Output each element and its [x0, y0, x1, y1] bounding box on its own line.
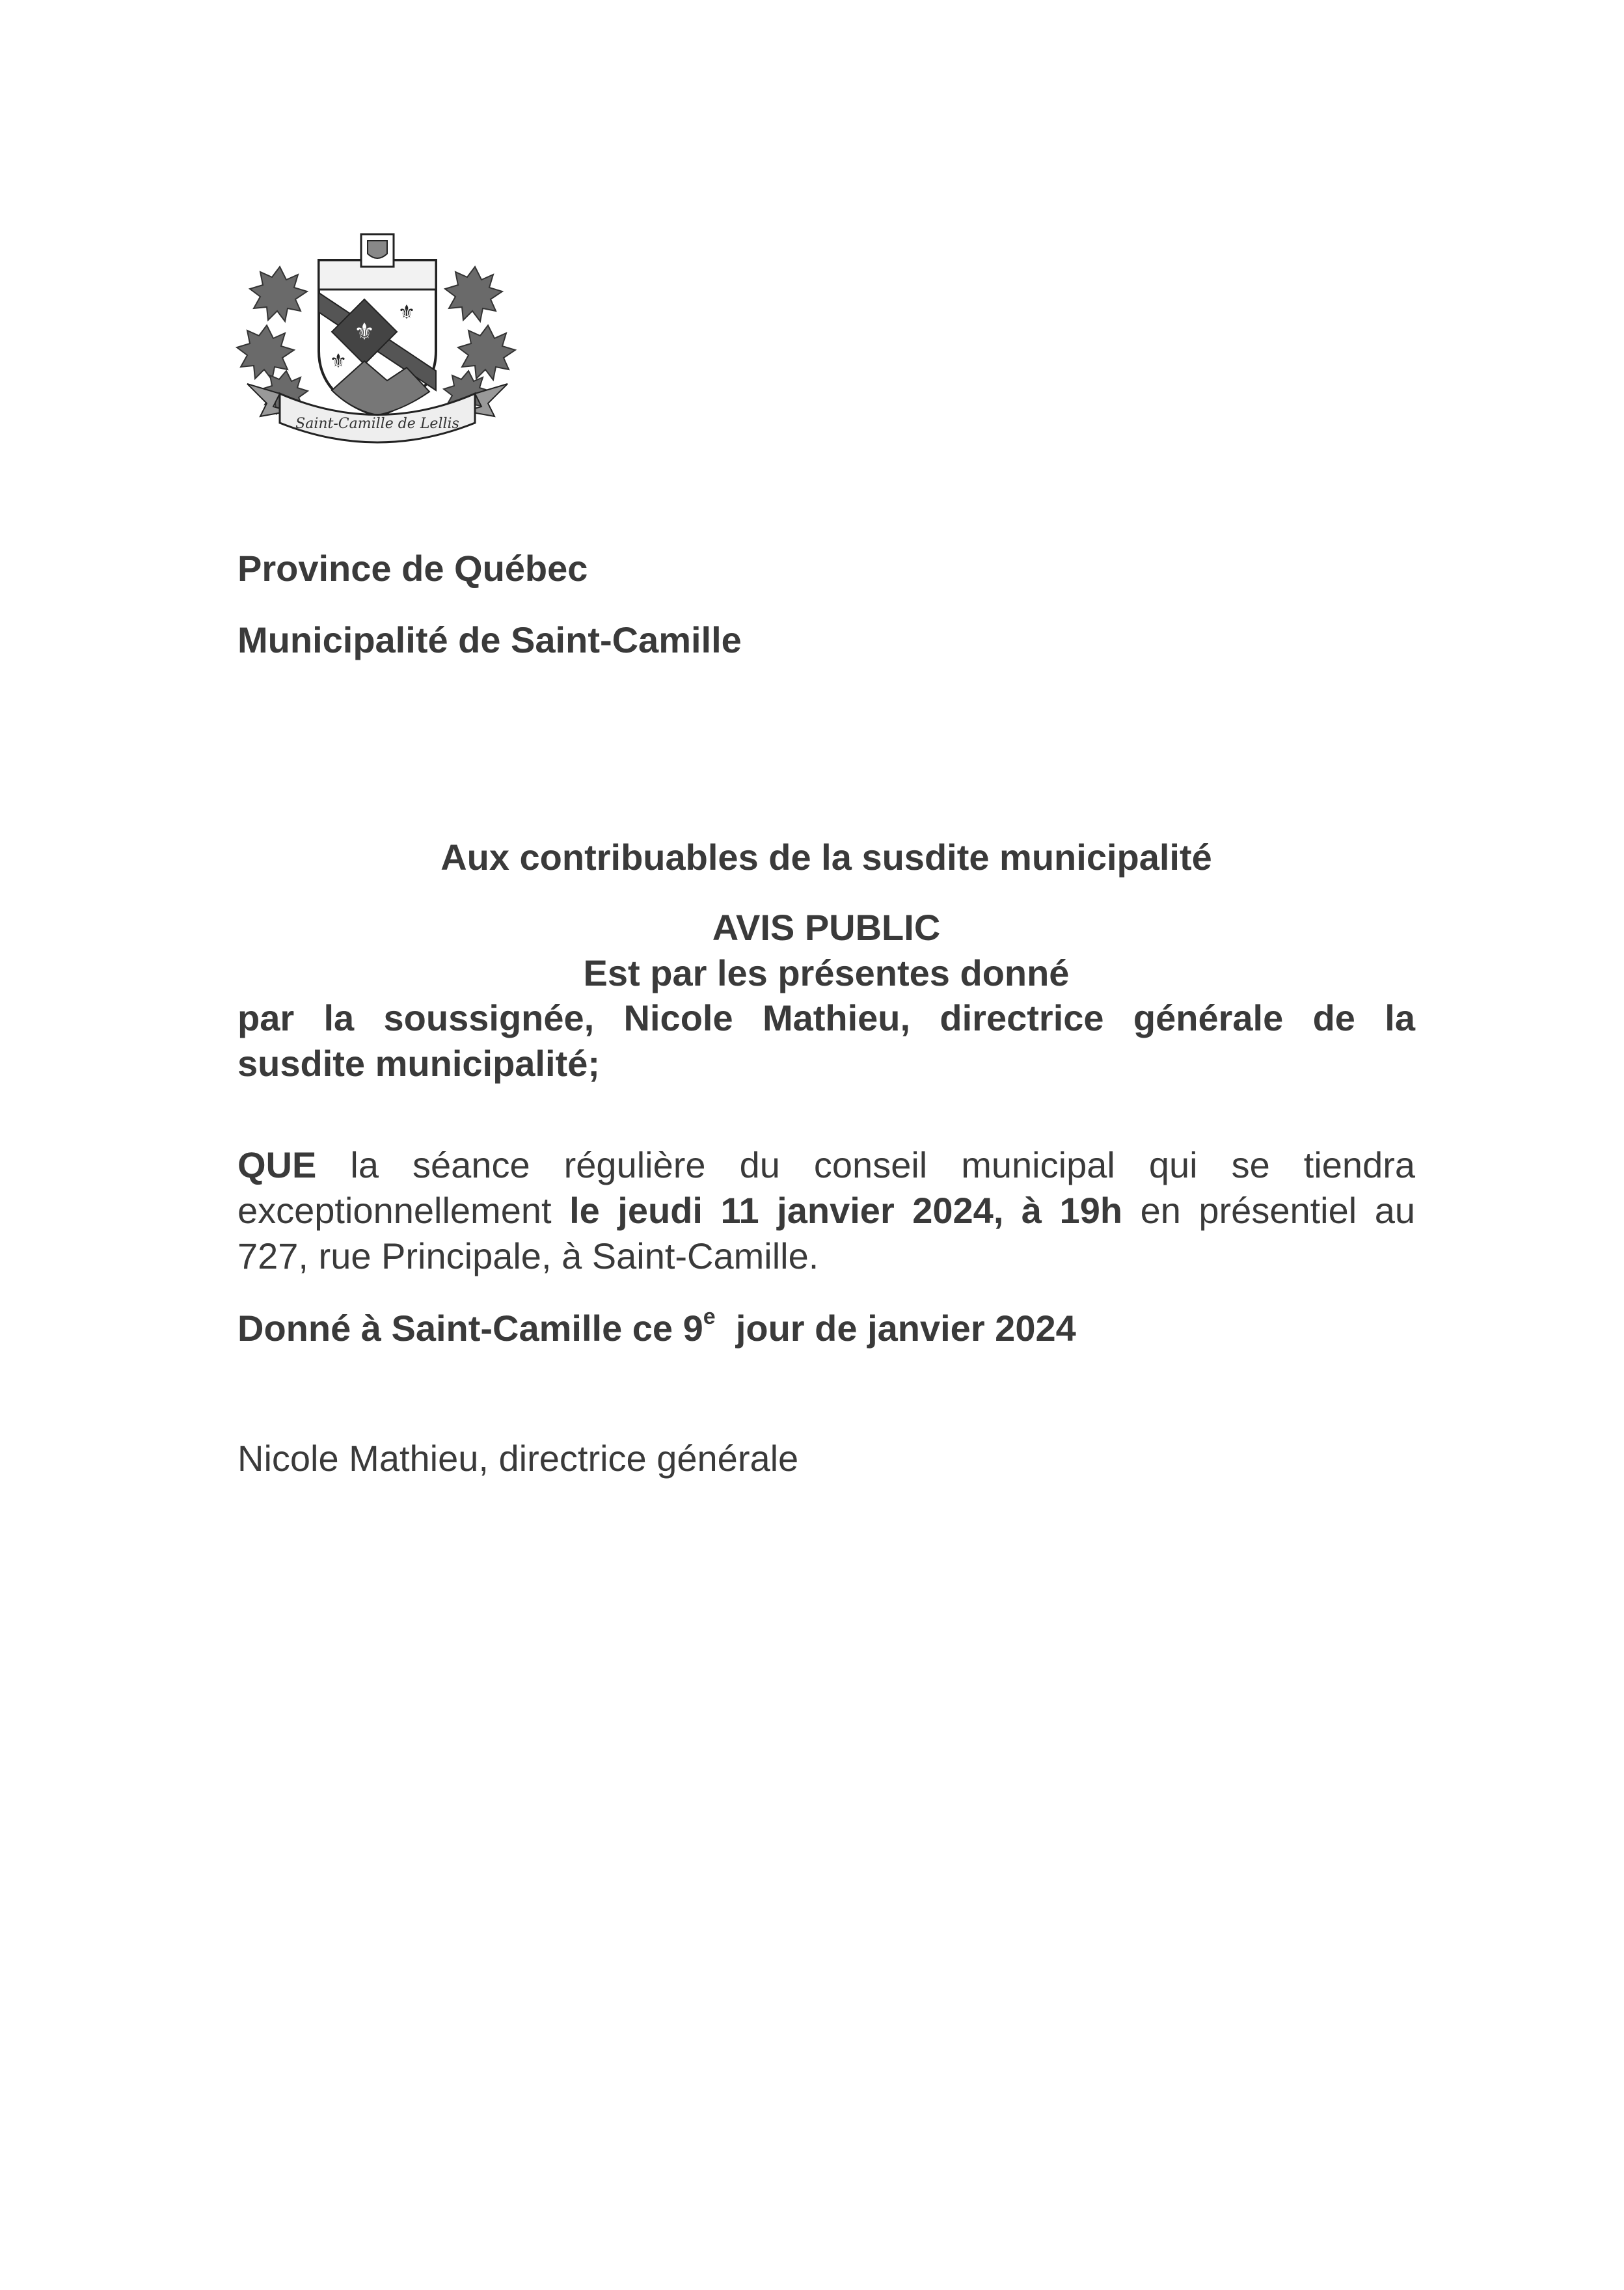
crest-banner-text: Saint-Camille de Lellis — [295, 416, 459, 432]
body-line-3: 727, rue Principale, à Saint-Camille. — [237, 1235, 819, 1276]
body-line-2-start: exceptionnellement — [237, 1190, 552, 1231]
notice-title: AVIS PUBLIC — [712, 907, 941, 948]
given-date-prefix: Donné à Saint-Camille ce 9 — [237, 1308, 703, 1349]
body-paragraph — [237, 1142, 1415, 1279]
given-date-line — [237, 1305, 1415, 1352]
signatory-paragraph — [237, 995, 1415, 1086]
municipal-coat-of-arms — [234, 221, 521, 462]
body-line-2-end: en présentiel au — [1140, 1190, 1415, 1231]
svg-text:⚜: ⚜ — [353, 319, 375, 345]
body-line-1-text: la séance régulière du conseil municipal qui se tiendra — [350, 1144, 1416, 1185]
signature-line: Nicole Mathieu, directrice générale — [237, 1438, 799, 1479]
body-line-2 — [237, 1188, 1415, 1233]
given-line: Est par les présentes donné — [583, 952, 1070, 993]
given-date-rest: jour de janvier 2024 — [735, 1308, 1076, 1349]
signatory-line-2: susdite municipalité; — [237, 1043, 600, 1084]
addressee-line: Aux contribuables de la susdite municipalité — [440, 837, 1212, 878]
body-line-1 — [237, 1142, 1415, 1188]
signatory-line-1: par la soussignée, Nicole Mathieu, directrice générale de la — [237, 997, 1415, 1038]
svg-text:⚜: ⚜ — [398, 301, 416, 324]
municipality-heading: Municipalité de Saint-Camille — [237, 619, 742, 660]
ordinal-suffix: e — [703, 1304, 716, 1330]
meeting-date: le jeudi 11 janvier 2024, à 19h — [569, 1190, 1123, 1231]
province-heading: Province de Québec — [237, 548, 588, 589]
svg-text:⚜: ⚜ — [329, 350, 347, 373]
que-keyword: QUE — [237, 1144, 317, 1185]
